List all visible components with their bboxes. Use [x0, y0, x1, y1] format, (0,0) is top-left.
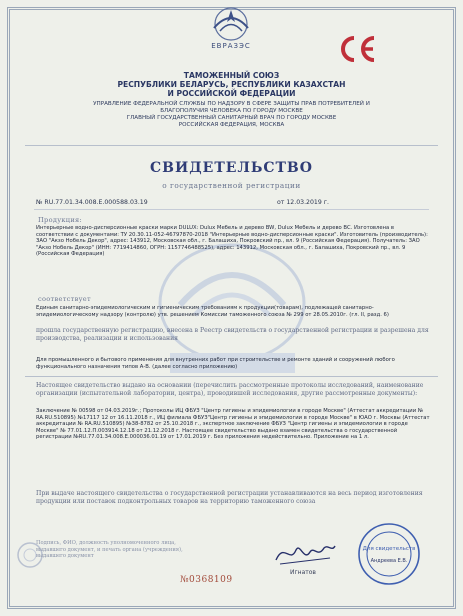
- dept-line: БЛАГОПОЛУЧИЯ ЧЕЛОВЕКА ПО ГОРОДУ МОСКВЕ: [160, 107, 303, 114]
- monitoring-text: При выдаче настоящего свидетельства о государственной регистрации устанавливаются на весь период изготовления продукции или поставок подконтрольных товаров на территорию таможенного союза: [36, 490, 423, 505]
- usage-divider: [25, 376, 438, 377]
- compliance-text: Единым санитарно-эпидемиологическим и гигиеническим требованиям к продукции(товарам), подлежащей санитарно-эпидемиологическому надзору (контролю) утв. решением Комиссии таможенного союза № 299 от 28.05.2010г. (гл. II, разд. 6): [36, 305, 389, 318]
- union-line: РЕСПУБЛИКИ БЕЛАРУСЬ, РЕСПУБЛИКИ КАЗАХСТАН: [117, 80, 346, 90]
- official-stamp-icon: [357, 522, 421, 586]
- compliance-label: соответствует: [38, 295, 91, 303]
- document-subtitle: о государственной регистрации: [162, 181, 301, 190]
- stamp-text: Для свидетельств: [362, 546, 416, 552]
- union-line: И РОССИЙСКОЙ ФЕДЕРАЦИИ: [167, 89, 296, 99]
- eurasec-emblem-icon: [200, 6, 262, 42]
- stamp-name: Андреева Е.В.: [370, 558, 408, 564]
- eac-mark-icon: [336, 34, 378, 64]
- basis-text: Заключение № 00598 от 04.03.2019г.; Протоколы ИЦ ФБУЗ "Центр гигиены и эпидемиологии в городе Москве" (Аттестат аккредитации № RA.RU.510895) №17117 12 от 16.11.2018 г., ИЦ филиала ФБУЗ"Центр гигиены и эпидемиологии в городе Москве" в ЮАО г. Москвы (Аттестат аккредитации № RA.RU.510895) №38-8782 от 25.10.2018 г., экспертное заключение ФБУЗ "Центр гигиены и эпидемиологии в городе Москве" № 77.01.12.П.003914.12.18 от 21.12.2018 г. Настоящее свидетельство выдано взамен свидетельства о государственной регистрации №RU.77.01.34.008.E.000036.01.19 от 17.01.2019 г. Без приложения недействительно. Приложение на 1 л.: [36, 408, 430, 440]
- header-divider: [25, 145, 438, 146]
- registration-text: прошла государственную регистрацию, внесена в Реестр свидетельств о государственной регистрации и разрешена для производства, реализации и использования: [36, 327, 429, 342]
- dept-line: РОССИЙСКАЯ ФЕДЕРАЦИЯ, МОСКВА: [178, 121, 285, 128]
- signature-caption: Подпись, ФИО, должность уполномоченного лица, выдавшего документ, и печать органа (учреждения), выдавшего документ: [36, 540, 183, 559]
- document-title: СВИДЕТЕЛЬСТВО: [150, 160, 313, 176]
- serial-number: №0368109: [180, 575, 233, 585]
- number-underline: [34, 209, 429, 210]
- emblem-text: ЕВРАЗЭС: [211, 42, 251, 50]
- eurasec-emblem: [200, 6, 262, 56]
- union-line: ТАМОЖЕННЫЙ СОЮЗ: [183, 71, 280, 80]
- union-heading: [0, 71, 463, 99]
- certificate-date: от 12.03.2019 г.: [277, 199, 329, 206]
- product-text: Интерьерные водно-дисперсионные краски марки DULUX: Dulux Мебель и дерево BW, Dulux Мебель и дерево BC. Изготовлена в соответствии с документами: ТУ 20.30.11-052-46797870-2018 "Интерьерные водно-дисперсионные краски". Изготовитель (производитель): ЗАО "Акзо Нобель Декор", адрес: 143912, Московская обл., г. Балашиха, Покровский пр., вл. 9 (Российская Федерация). Получатель: ЗАО "Акзо Нобель Декор" (ИНН: 7719414860, ОГРН: 1157746488525), адрес: 143912, Московская обл., г. Балашиха, Покровский пр., вл. 9 (Российская Федерация): [36, 225, 428, 257]
- certificate-number: № RU.77.01.34.008.E.000588.03.19: [36, 199, 148, 206]
- product-label: Продукция:: [38, 216, 83, 224]
- signature-icon: [272, 538, 338, 568]
- issuing-authority: [30, 101, 433, 129]
- dept-line: УПРАВЛЕНИЕ ФЕДЕРАЛЬНОЙ СЛУЖБЫ ПО НАДЗОРУ В СФЕРЕ ЗАЩИТЫ ПРАВ ПОТРЕБИТЕЛЕЙ И: [93, 101, 370, 107]
- signatory-name: Игнатов: [290, 569, 316, 576]
- usage-text: Для промышленного и бытового применения для внутренних работ при строительстве и ремонте зданий и сооружений любого функционального назначения типов А-В. (далее согласно приложению): [36, 357, 395, 370]
- basis-grey-text: Настоящее свидетельство выдано на основании (перечислить рассмотренные протоколы исследований, наименование организации (испытательной лаборатории, центра), проводившей исследования, другие рассмотренные документы):: [36, 382, 424, 397]
- dept-line: ГЛАВНЫЙ ГОСУДАРСТВЕННЫЙ САНИТАРНЫЙ ВРАЧ ПО ГОРОДУ МОСКВЕ: [126, 114, 337, 121]
